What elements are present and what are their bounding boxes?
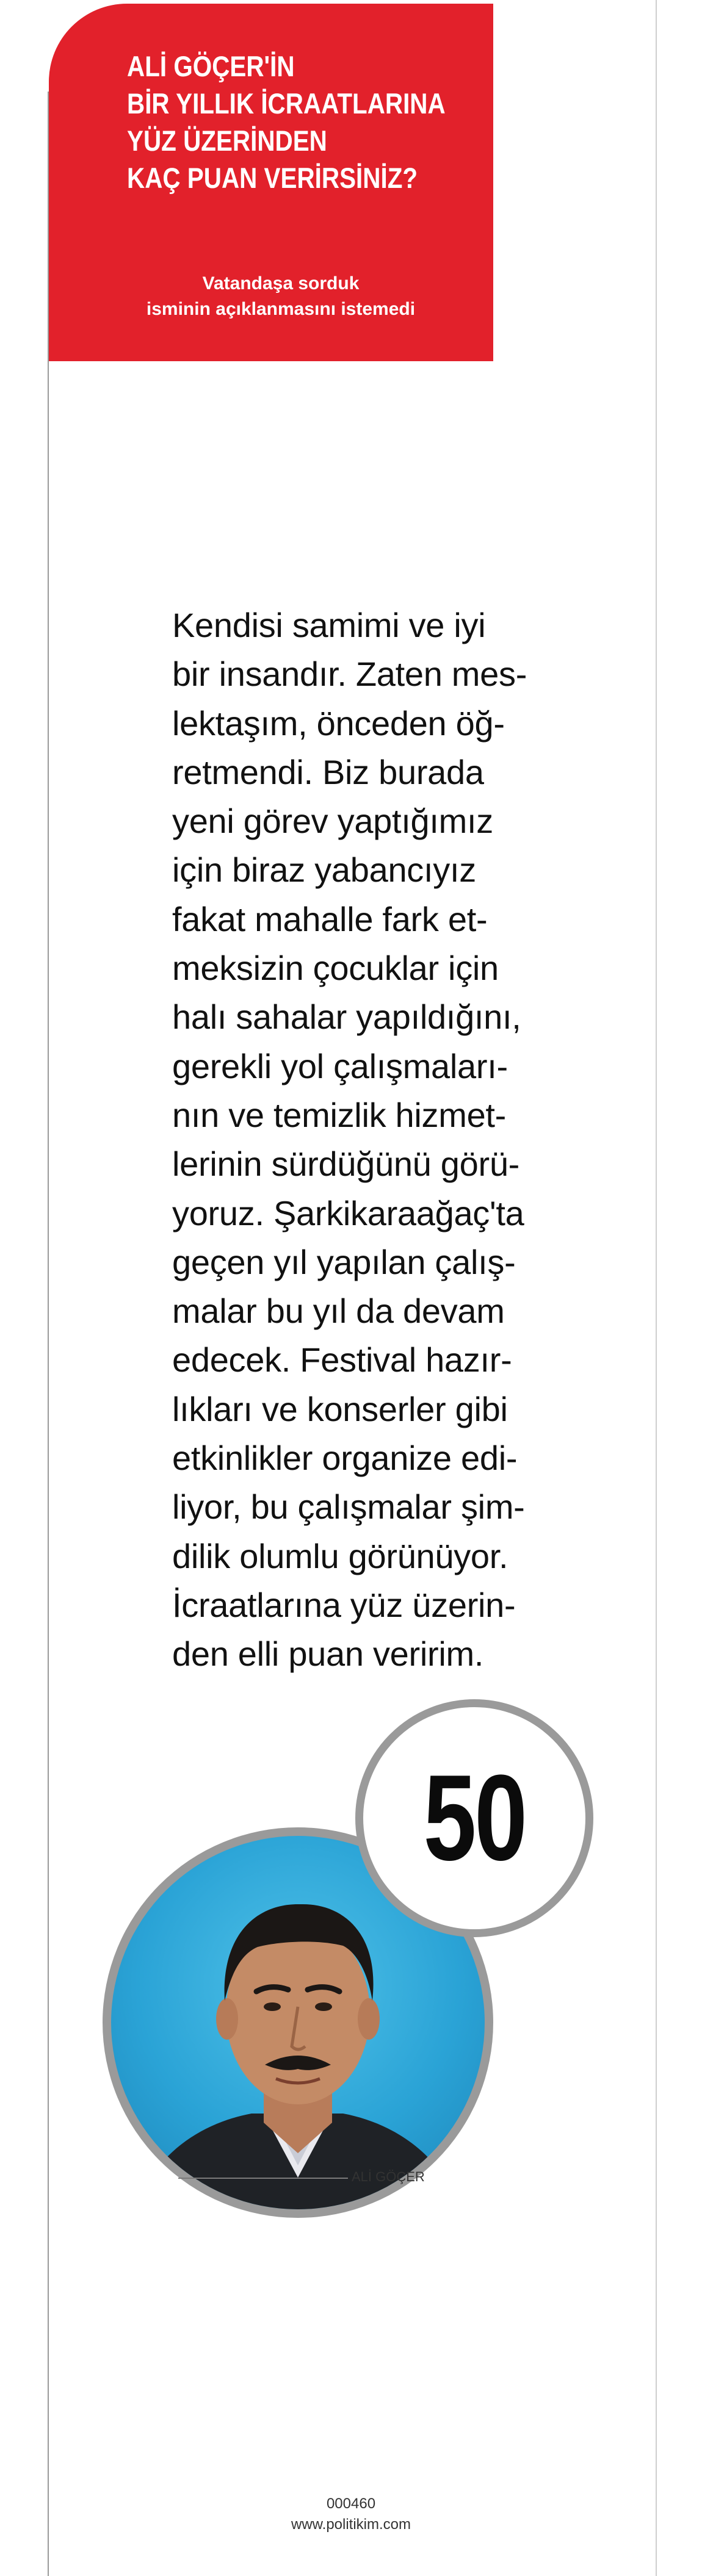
panel-right-border <box>656 0 657 2576</box>
quote-line: yeni görev yaptığımız <box>172 802 493 841</box>
quote-line: nın ve temizlik hizmet- <box>172 1095 507 1134</box>
quote-line: lıkları ve konserler gibi <box>172 1389 508 1428</box>
quote-line: için biraz yabancıyız <box>172 851 476 890</box>
question-title-line: KAÇ PUAN VERİRSİNİZ? <box>127 162 418 194</box>
question-title-line: YÜZ ÜZERİNDEN <box>127 124 327 157</box>
quote-line: bir insandır. Zaten mes- <box>172 655 527 694</box>
score-value: 50 <box>423 1750 526 1886</box>
panel-left-border <box>48 92 49 2576</box>
quote-line: lektaşım, önceden öğ- <box>172 703 505 743</box>
quote-line: meksizin çocuklar için <box>172 949 499 988</box>
question-title <box>127 48 446 196</box>
quote-line: geçen yıl yapılan çalış- <box>172 1242 516 1281</box>
question-header <box>49 4 493 361</box>
photo-caption: ALİ GÖÇER <box>352 2169 425 2184</box>
question-subtitle <box>110 271 452 322</box>
citizen-quote <box>172 601 563 1679</box>
quote-line: retmendi. Biz burada <box>172 752 484 791</box>
quote-line: gerekli yol çalışmaları- <box>172 1046 508 1085</box>
quote-line: liyor, bu çalışmalar şim- <box>172 1488 525 1527</box>
quote-line: den elli puan veririm. <box>172 1635 484 1674</box>
subtitle-line: Vatandaşa sorduk <box>202 273 360 293</box>
question-title-line: ALİ GÖÇER'İN <box>127 50 295 82</box>
footer-code: 000460 <box>326 2495 376 2512</box>
score-badge <box>355 1699 593 1937</box>
quote-line: lerinin sürdüğünü görü- <box>172 1145 520 1184</box>
quote-line: fakat mahalle fark et- <box>172 899 488 938</box>
quote-line: İcraatlarına yüz üzerin- <box>172 1585 516 1624</box>
footer-url: www.politikim.com <box>291 2516 411 2533</box>
subtitle-line: isminin açıklanmasını istemedi <box>146 299 416 319</box>
quote-line: Kendisi samimi ve iyi <box>172 606 486 644</box>
question-title-line: BİR YILLIK İCRAATLARINA <box>127 87 446 120</box>
caption-divider <box>178 2178 348 2179</box>
quote-line: halı sahalar yapıldığını, <box>172 998 521 1037</box>
quote-line: yoruz. Şarkikaraağaç'ta <box>172 1193 524 1232</box>
quote-line: dilik olumlu görünüyor. <box>172 1536 508 1575</box>
quote-line: etkinlikler organize edi- <box>172 1439 518 1478</box>
quote-line: edecek. Festival hazır- <box>172 1340 512 1380</box>
quote-line: malar bu yıl da devam <box>172 1292 505 1331</box>
